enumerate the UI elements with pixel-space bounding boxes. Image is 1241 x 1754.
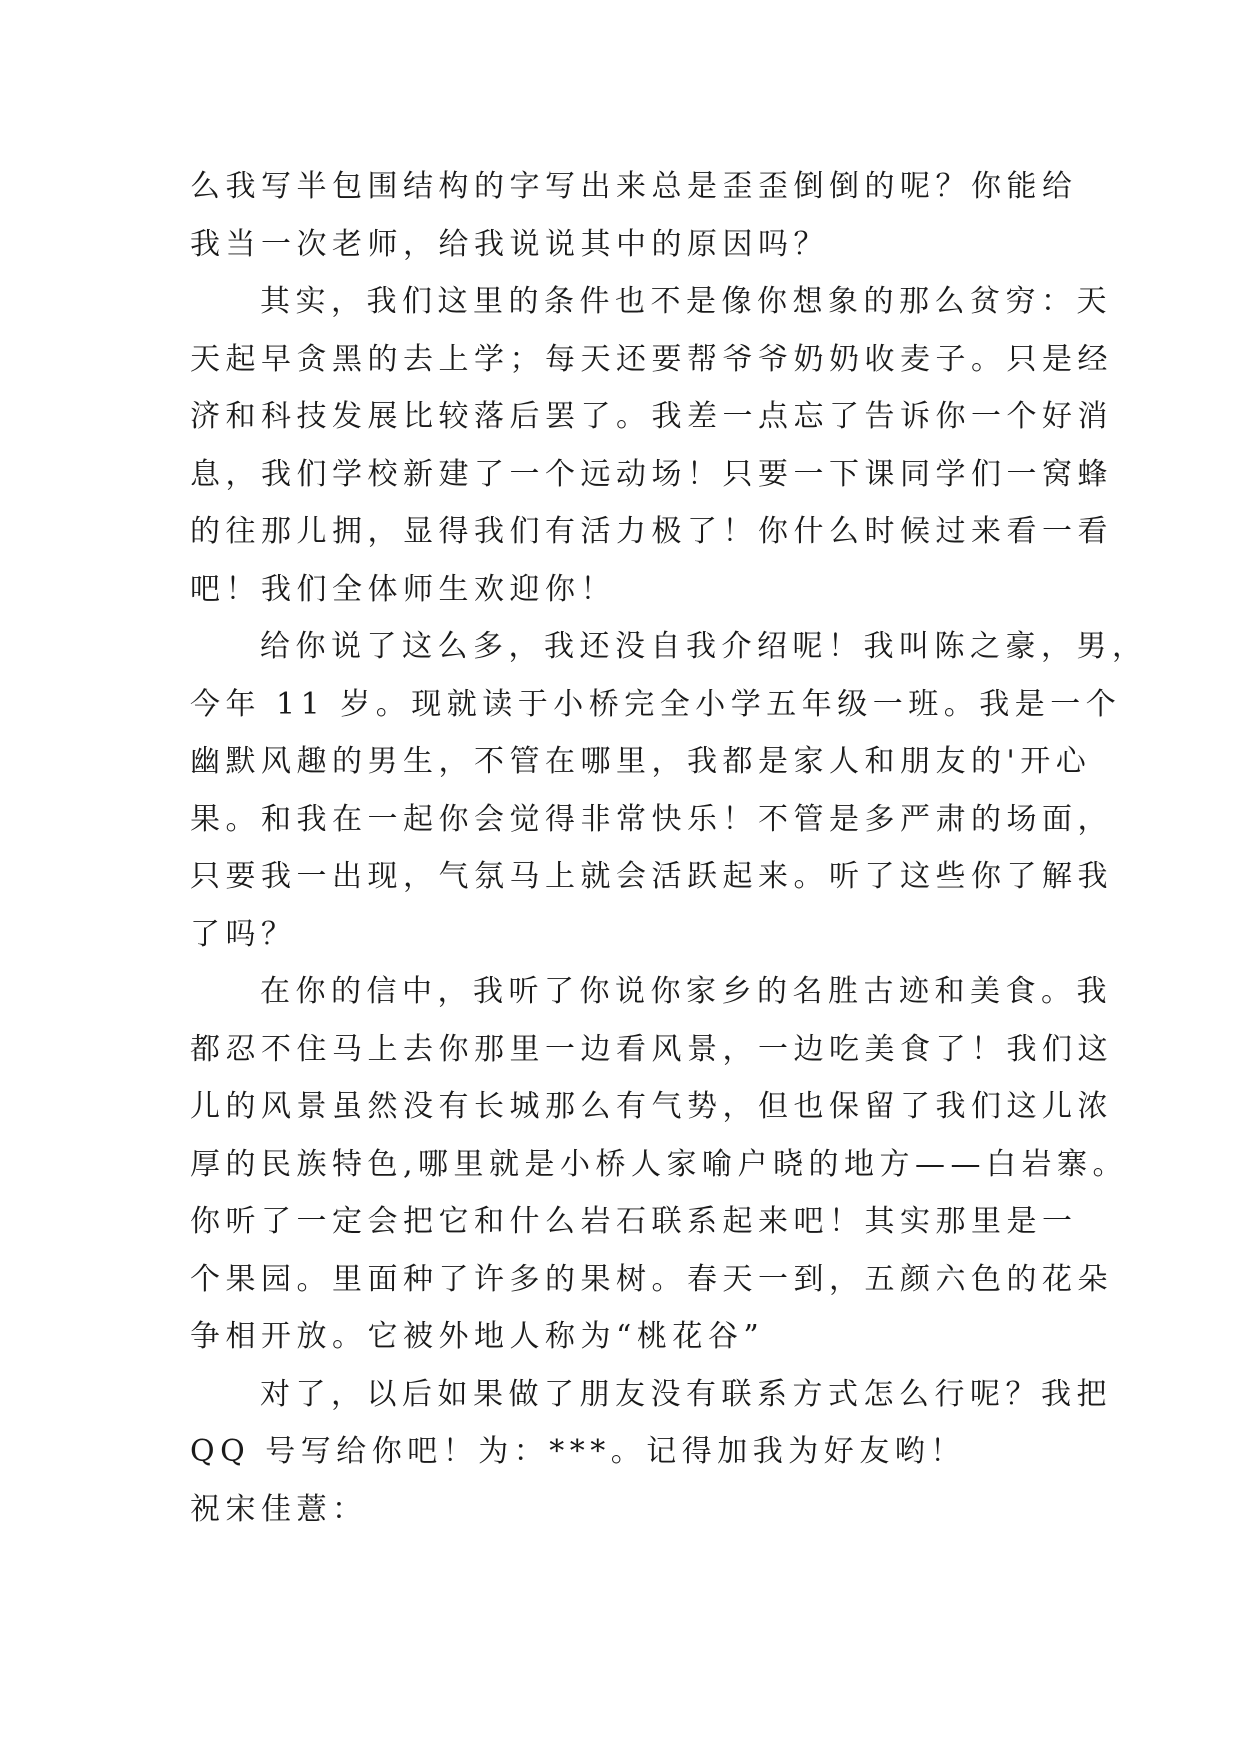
text-line: 你听了一定会把它和什么岩石联系起来吧！其实那里是一 bbox=[190, 1204, 1078, 1239]
text-line: 今年 11 岁。现就读于小桥完全小学五年级一班。我是一个 bbox=[190, 686, 1122, 722]
text-line: 了吗？ bbox=[190, 916, 297, 952]
paragraph-start-line: 其实，我们这里的条件也不是像你想象的那么贫穷：天 bbox=[260, 284, 1112, 319]
text-line: 我当一次老师，给我说说其中的原因吗？ bbox=[190, 226, 829, 262]
text-line: 天起早贪黑的去上学；每天还要帮爷爷奶奶收麦子。只是经 bbox=[190, 341, 1113, 377]
text-line: 厚的民族特色,哪里就是小桥人家喻户晓的地方——白岩寨。 bbox=[190, 1146, 1129, 1182]
text-line: 争相开放。它被外地人称为“桃花谷” bbox=[190, 1319, 765, 1354]
text-line: 么我写半包围结构的字写出来总是歪歪倒倒的呢？你能给 bbox=[190, 169, 1078, 204]
letter-body bbox=[190, 158, 1148, 1538]
closing-line: 祝宋佳薏： bbox=[190, 1491, 368, 1527]
text-line: 个果园。里面种了许多的果树。春天一到，五颜六色的花朵 bbox=[190, 1261, 1113, 1297]
text-line: 儿的风景虽然没有长城那么有气势，但也保留了我们这儿浓 bbox=[190, 1089, 1113, 1124]
paragraph-start-line: 对了，以后如果做了朋友没有联系方式怎么行呢？我把 bbox=[260, 1376, 1112, 1412]
text-line: 只要我一出现，气氛马上就会活跃起来。听了这些你了解我 bbox=[190, 859, 1113, 894]
text-line: 都忍不住马上去你那里一边看风景，一边吃美食了！我们这 bbox=[190, 1031, 1113, 1067]
paragraph-start-line: 给你说了这么多，我还没自我介绍呢！我叫陈之豪，男， bbox=[260, 629, 1148, 664]
paragraph-start-line: 在你的信中，我听了你说你家乡的名胜古迹和美食。我 bbox=[260, 974, 1112, 1009]
text-line: 济和科技发展比较落后罢了。我差一点忘了告诉你一个好消 bbox=[190, 399, 1113, 434]
text-line: QQ 号写给你吧！为：***。记得加我为好友哟！ bbox=[190, 1434, 966, 1469]
text-line: 果。和我在一起你会觉得非常快乐！不管是多严肃的场面， bbox=[190, 801, 1113, 837]
text-line: 幽默风趣的男生，不管在哪里，我都是家人和朋友的'开心 bbox=[190, 744, 1092, 779]
text-line: 息，我们学校新建了一个远动场！只要一下课同学们一窝蜂 bbox=[190, 456, 1113, 492]
text-line: 吧！我们全体师生欢迎你！ bbox=[190, 571, 616, 607]
text-line: 的往那儿拥，显得我们有活力极了！你什么时候过来看一看 bbox=[190, 514, 1113, 549]
